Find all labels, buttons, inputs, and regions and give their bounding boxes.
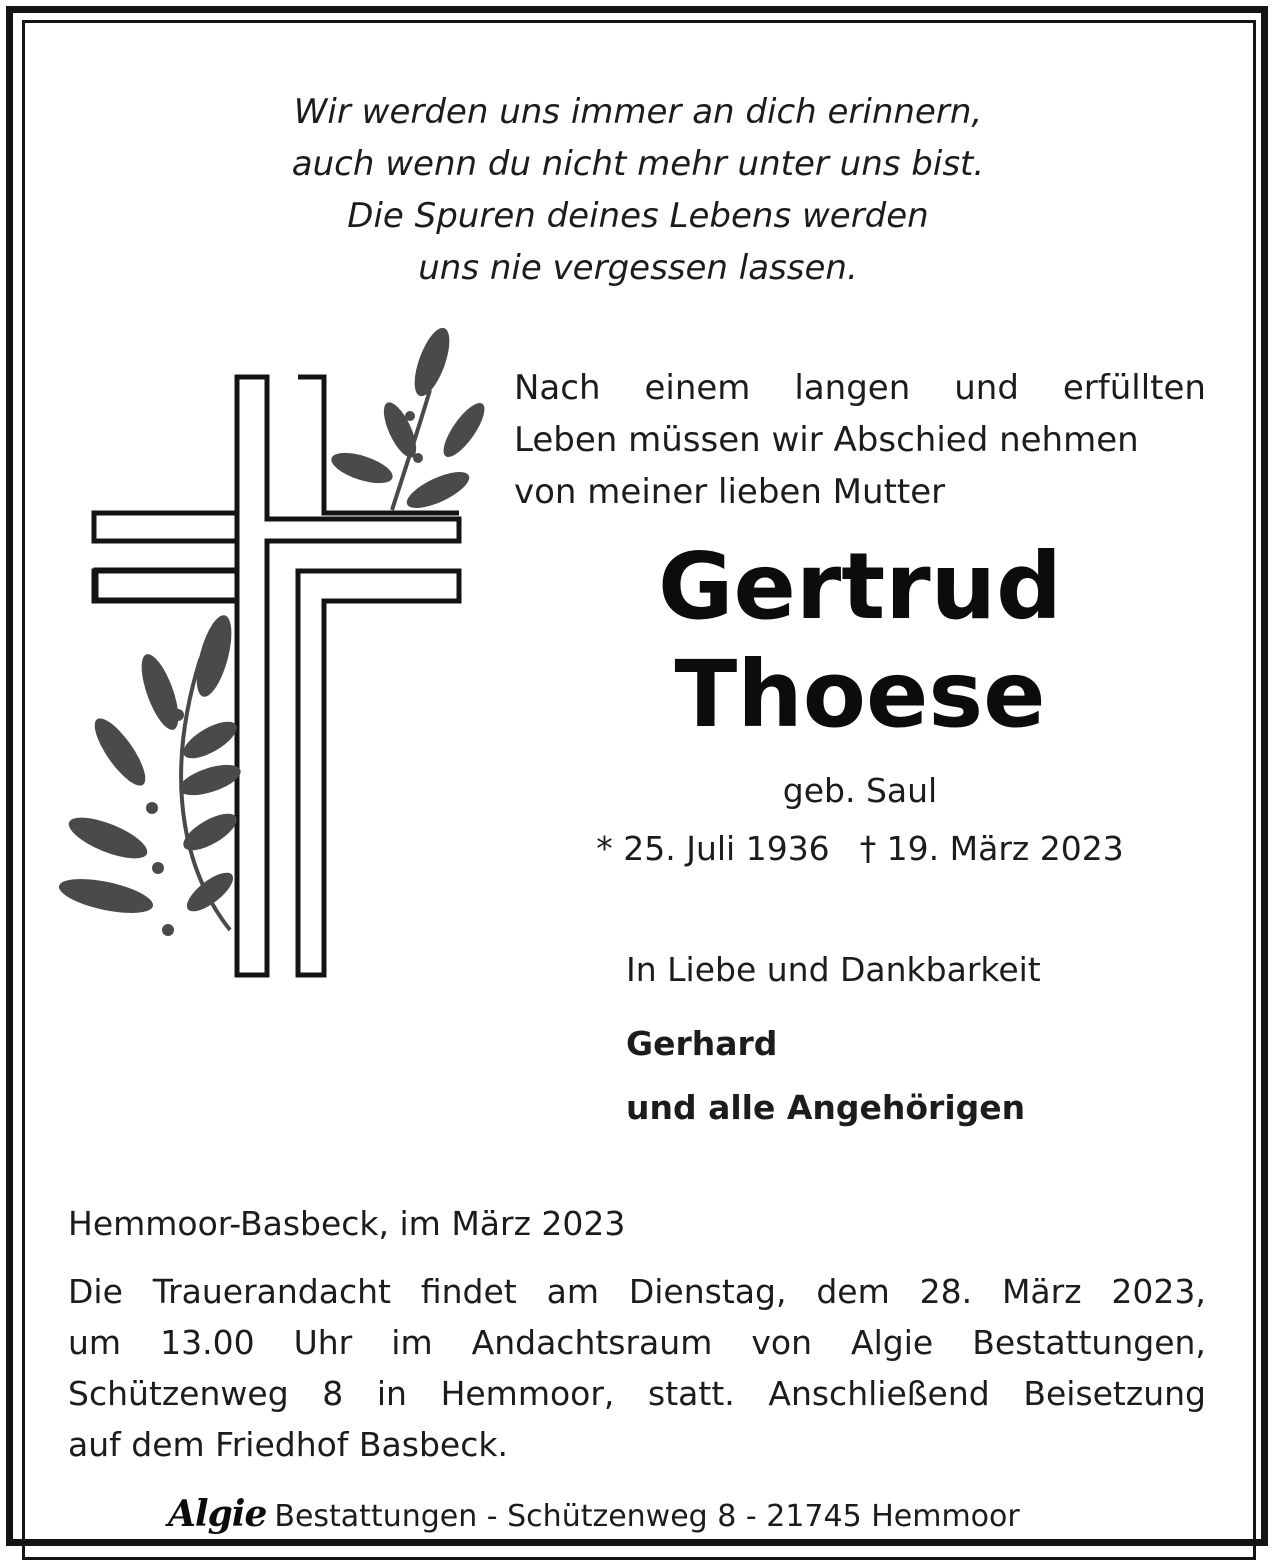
service-details (68, 1266, 1206, 1470)
poem-line: auch wenn du nicht mehr unter uns bist. (291, 144, 985, 184)
service-word: Dienstag, (628, 1272, 787, 1311)
poem-line: uns nie vergessen lassen. (418, 248, 858, 288)
service-word: Die (68, 1272, 123, 1311)
service-word: 13.00 (160, 1323, 255, 1362)
service-word: im (391, 1323, 433, 1362)
deceased-last-name: Thoese (674, 641, 1046, 748)
service-word: Andachtsraum (471, 1323, 713, 1362)
service-word: März (1001, 1272, 1082, 1311)
service-word: Trauerandacht (152, 1272, 391, 1311)
service-line: auf dem Friedhof Basbeck. (68, 1425, 508, 1464)
service-word: Beisetzung (1023, 1374, 1206, 1413)
intro-word: erfüllten (1062, 368, 1206, 408)
memorial-poem (0, 86, 1276, 294)
leaf-branch-icon (328, 324, 490, 516)
service-word: Schützenweg (68, 1374, 289, 1413)
mourner-name: und alle Angehörigen (626, 1088, 1026, 1127)
birth-date: * 25. Juli 1936 (596, 829, 830, 868)
death-date: † 19. März 2023 (859, 829, 1124, 868)
service-word: 28. (919, 1272, 973, 1311)
life-dates (520, 826, 1200, 872)
intro-line: von meiner lieben Mutter (514, 472, 946, 512)
maiden-name: geb. Saul (782, 771, 938, 810)
service-line (68, 1368, 1206, 1419)
service-word: Bestattungen, (972, 1323, 1206, 1362)
funeral-home-address: Bestattungen - Schützenweg 8 - 21745 Hemmoor (274, 1499, 1020, 1534)
service-word: Anschließend (768, 1374, 990, 1413)
service-word: Algie (851, 1323, 934, 1362)
closing-phrase: In Liebe und Dankbarkeit (626, 950, 1041, 989)
poem-line: Wir werden uns immer an dich erinnern, (293, 92, 983, 132)
cross-with-branches (50, 320, 490, 990)
place-date: Hemmoor-Basbeck, im März 2023 (68, 1204, 626, 1243)
service-word: in (376, 1374, 407, 1413)
service-word: von (751, 1323, 813, 1362)
service-word: Hemmoor, (440, 1374, 615, 1413)
intro-word: und (954, 368, 1019, 408)
service-word: 8 (322, 1374, 344, 1413)
service-line (68, 1317, 1206, 1368)
service-word: statt. (648, 1374, 735, 1413)
funeral-home-logo: Algie (168, 1493, 267, 1535)
funeral-home-footer (168, 1492, 1020, 1536)
leaf-branch-icon (56, 612, 244, 936)
poem-line: Die Spuren deines Lebens werden (347, 196, 929, 236)
intro-line (514, 362, 1206, 414)
intro-line: Leben müssen wir Abschied nehmen (514, 420, 1139, 460)
service-word: findet (420, 1272, 517, 1311)
service-line (68, 1266, 1206, 1317)
service-word: dem (816, 1272, 890, 1311)
service-word: 2023, (1111, 1272, 1206, 1311)
intro-text (514, 362, 1206, 518)
service-word: Uhr (293, 1323, 353, 1362)
service-word: um (68, 1323, 122, 1362)
intro-word: langen (794, 368, 911, 408)
mourner-name: Gerhard (626, 1024, 778, 1063)
service-word: am (546, 1272, 599, 1311)
intro-word: Nach (514, 368, 601, 408)
intro-word: einem (644, 368, 751, 408)
deceased-first-name: Gertrud (658, 533, 1062, 640)
